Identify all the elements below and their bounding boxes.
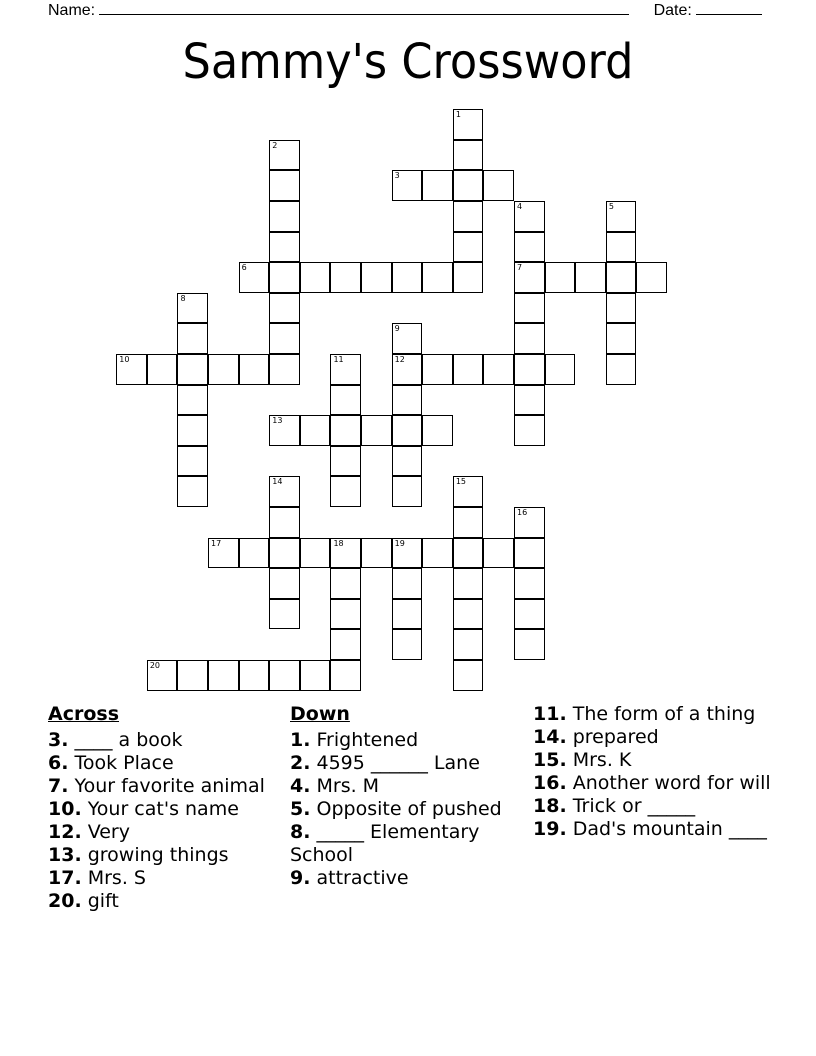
cell-number: 5	[608, 202, 614, 212]
grid-cell[interactable]	[453, 507, 484, 538]
clue-number: 13.	[48, 844, 82, 866]
clue-text: ____ a book	[68, 729, 183, 751]
clue-text: _____ Elementary School	[290, 821, 480, 866]
grid-cell[interactable]	[269, 568, 300, 599]
name-field[interactable]	[99, 0, 629, 15]
clue-number: 7.	[48, 775, 69, 797]
clue-number: 16.	[533, 772, 567, 794]
grid-cell[interactable]	[269, 415, 300, 446]
grid-cell[interactable]	[392, 323, 423, 354]
clue-item	[290, 798, 525, 821]
clue-item	[48, 821, 283, 844]
grid-cell[interactable]	[545, 262, 576, 293]
clue-number: 17.	[48, 867, 82, 889]
grid-cell[interactable]	[269, 354, 300, 385]
grid-cell[interactable]	[269, 293, 300, 324]
grid-cell[interactable]	[330, 599, 361, 630]
grid-cell[interactable]	[330, 568, 361, 599]
grid-cell[interactable]	[483, 538, 514, 569]
clue-number: 18.	[533, 795, 567, 817]
date-field[interactable]	[696, 0, 762, 15]
grid-cell[interactable]	[269, 140, 300, 171]
grid-cell[interactable]	[330, 415, 361, 446]
grid-cell[interactable]	[269, 660, 300, 691]
grid-cell[interactable]	[177, 415, 208, 446]
clue-item	[48, 867, 283, 890]
grid-cell[interactable]	[330, 446, 361, 477]
cell-number: 14	[272, 477, 283, 487]
clue-text: Opposite of pushed	[310, 798, 502, 820]
grid-cell[interactable]	[177, 476, 208, 507]
grid-cell[interactable]	[392, 170, 423, 201]
grid-cell[interactable]	[514, 538, 545, 569]
grid-cell[interactable]	[392, 538, 423, 569]
across-heading: Across	[48, 703, 120, 725]
grid-cell[interactable]	[453, 629, 484, 660]
clue-text: prepared	[566, 726, 659, 748]
cell-number: 10	[119, 355, 130, 365]
grid-cell[interactable]	[330, 476, 361, 507]
grid-cell[interactable]	[514, 323, 545, 354]
crossword-grid	[117, 110, 677, 700]
cell-number: 2	[272, 140, 278, 150]
clue-text: The form of a thing	[566, 703, 756, 725]
grid-cell[interactable]	[269, 599, 300, 630]
cell-number: 4	[517, 202, 523, 212]
grid-cell[interactable]	[392, 262, 423, 293]
clue-item	[290, 821, 525, 867]
grid-cell[interactable]	[422, 354, 453, 385]
grid-cell[interactable]	[392, 446, 423, 477]
cell-number: 8	[180, 293, 186, 303]
cell-number: 15	[455, 477, 467, 487]
grid-cell[interactable]	[269, 323, 300, 354]
grid-cell[interactable]	[514, 507, 545, 538]
cell-number: 9	[394, 324, 400, 334]
cell-number: 13	[272, 416, 283, 426]
clue-item	[533, 703, 773, 726]
grid-cell[interactable]	[514, 568, 545, 599]
grid-cell[interactable]	[269, 262, 300, 293]
cell-number: 7	[517, 263, 523, 273]
grid-cell[interactable]	[453, 599, 484, 630]
cell-number: 16	[517, 508, 528, 518]
grid-cell[interactable]	[392, 385, 423, 416]
grid-cell[interactable]	[514, 354, 545, 385]
grid-cell[interactable]	[300, 415, 331, 446]
grid-cell[interactable]	[269, 507, 300, 538]
clue-number: 5.	[290, 798, 311, 820]
clue-text: gift	[81, 890, 119, 912]
grid-cell[interactable]	[361, 415, 392, 446]
clue-item	[48, 844, 283, 867]
grid-cell[interactable]	[269, 232, 300, 263]
clue-number: 19.	[533, 818, 567, 840]
grid-cell[interactable]	[453, 170, 484, 201]
grid-cell[interactable]	[453, 201, 484, 232]
clue-item	[48, 729, 283, 752]
clue-text: Another word for will	[566, 772, 771, 794]
grid-cell[interactable]	[392, 415, 423, 446]
page-title: Sammy's Crossword	[182, 34, 634, 90]
grid-cell[interactable]	[422, 415, 453, 446]
clues-down-column-1	[290, 703, 525, 890]
grid-cell[interactable]	[208, 354, 239, 385]
grid-cell[interactable]	[545, 354, 576, 385]
grid-cell[interactable]	[453, 354, 484, 385]
across-clue-list	[48, 729, 283, 913]
clue-text: Your cat's name	[81, 798, 239, 820]
cell-number: 20	[149, 661, 161, 671]
grid-cell[interactable]	[147, 354, 178, 385]
cell-number: 3	[394, 171, 400, 181]
grid-cell[interactable]	[239, 262, 270, 293]
clue-number: 10.	[48, 798, 82, 820]
grid-cell[interactable]	[330, 354, 361, 385]
clue-number: 14.	[533, 726, 567, 748]
clue-number: 2.	[290, 752, 311, 774]
grid-cell[interactable]	[361, 538, 392, 569]
clue-text: Frightened	[310, 729, 419, 751]
grid-cell[interactable]	[422, 170, 453, 201]
grid-cell[interactable]	[606, 201, 637, 232]
grid-cell[interactable]	[330, 538, 361, 569]
clue-number: 15.	[533, 749, 567, 771]
clue-text: Trick or _____	[566, 795, 696, 817]
grid-cell[interactable]	[208, 538, 239, 569]
grid-cell[interactable]	[606, 232, 637, 263]
grid-cell[interactable]	[300, 660, 331, 691]
clue-number: 4.	[290, 775, 311, 797]
cell-number: 19	[394, 538, 405, 548]
cell-number: 12	[394, 355, 405, 365]
name-label: Name:	[48, 2, 96, 19]
grid-cell[interactable]	[514, 629, 545, 660]
grid-cell[interactable]	[330, 629, 361, 660]
clue-text: 4595 ______ Lane	[310, 752, 480, 774]
cell-number: 11	[333, 355, 344, 365]
grid-cell[interactable]	[575, 262, 606, 293]
grid-cell[interactable]	[514, 262, 545, 293]
grid-cell[interactable]	[239, 660, 270, 691]
clue-item	[48, 775, 283, 798]
grid-cell[interactable]	[177, 446, 208, 477]
down-clue-list-2	[533, 703, 773, 841]
clue-number: 12.	[48, 821, 82, 843]
clue-item	[48, 890, 283, 913]
grid-cell[interactable]	[177, 660, 208, 691]
grid-cell[interactable]	[269, 476, 300, 507]
grid-cell[interactable]	[453, 476, 484, 507]
grid-cell[interactable]	[606, 323, 637, 354]
grid-cell[interactable]	[453, 232, 484, 263]
clue-text: Dad's mountain ____	[566, 818, 767, 840]
grid-cell[interactable]	[606, 354, 637, 385]
grid-cell[interactable]	[269, 538, 300, 569]
grid-cell[interactable]	[269, 170, 300, 201]
grid-cell[interactable]	[392, 354, 423, 385]
clue-item	[533, 726, 773, 749]
grid-cell[interactable]	[453, 538, 484, 569]
clue-number: 20.	[48, 890, 82, 912]
clue-text: attractive	[310, 867, 409, 889]
grid-cell[interactable]	[330, 262, 361, 293]
grid-cell[interactable]	[116, 354, 147, 385]
grid-cell[interactable]	[453, 660, 484, 691]
down-clue-list-1	[290, 729, 525, 890]
down-heading: Down	[290, 703, 350, 725]
grid-cell[interactable]	[606, 262, 637, 293]
cell-number: 1	[455, 110, 461, 120]
clue-item	[290, 867, 525, 890]
clue-item	[290, 729, 525, 752]
clue-item	[533, 818, 773, 841]
clue-number: 9.	[290, 867, 311, 889]
worksheet-header	[48, 0, 762, 20]
grid-cell[interactable]	[177, 323, 208, 354]
clue-text: Very	[81, 821, 130, 843]
clue-item	[290, 775, 525, 798]
clue-item	[533, 772, 773, 795]
grid-cell[interactable]	[392, 599, 423, 630]
grid-cell[interactable]	[422, 538, 453, 569]
grid-cell[interactable]	[453, 262, 484, 293]
cell-number: 6	[241, 263, 247, 273]
grid-cell[interactable]	[514, 415, 545, 446]
clues-down-column-2	[533, 703, 773, 841]
grid-cell[interactable]	[330, 385, 361, 416]
grid-cell[interactable]	[514, 599, 545, 630]
clue-text: growing things	[81, 844, 229, 866]
clue-number: 8.	[290, 821, 311, 843]
grid-cell[interactable]	[392, 568, 423, 599]
clue-text: Mrs. S	[81, 867, 146, 889]
grid-cell[interactable]	[483, 354, 514, 385]
grid-cell[interactable]	[361, 262, 392, 293]
cell-number: 18	[333, 538, 344, 548]
grid-cell[interactable]	[300, 538, 331, 569]
clue-item	[48, 752, 283, 775]
grid-cell[interactable]	[177, 293, 208, 324]
grid-cell[interactable]	[422, 262, 453, 293]
clue-number: 1.	[290, 729, 311, 751]
grid-cell[interactable]	[636, 262, 667, 293]
clue-item	[290, 752, 525, 775]
clues-across-column	[48, 703, 283, 913]
grid-cell[interactable]	[453, 568, 484, 599]
clue-number: 6.	[48, 752, 69, 774]
clue-item	[48, 798, 283, 821]
grid-cell[interactable]	[453, 140, 484, 171]
grid-cell[interactable]	[208, 660, 239, 691]
grid-cell[interactable]	[177, 354, 208, 385]
grid-cell[interactable]	[239, 538, 270, 569]
clue-number: 3.	[48, 729, 69, 751]
clue-number: 11.	[533, 703, 567, 725]
clue-text: Your favorite animal	[68, 775, 265, 797]
grid-cell[interactable]	[453, 109, 484, 140]
grid-cell[interactable]	[483, 170, 514, 201]
clue-text: Took Place	[68, 752, 174, 774]
clue-item	[533, 749, 773, 772]
grid-cell[interactable]	[269, 201, 300, 232]
grid-cell[interactable]	[392, 476, 423, 507]
grid-cell[interactable]	[330, 660, 361, 691]
clue-text: Mrs. K	[566, 749, 632, 771]
grid-cell[interactable]	[300, 262, 331, 293]
grid-cell[interactable]	[514, 201, 545, 232]
grid-cell[interactable]	[392, 629, 423, 660]
grid-cell[interactable]	[177, 385, 208, 416]
grid-cell[interactable]	[514, 293, 545, 324]
grid-cell[interactable]	[147, 660, 178, 691]
grid-cell[interactable]	[514, 385, 545, 416]
grid-cell[interactable]	[239, 354, 270, 385]
cell-number: 17	[211, 538, 222, 548]
clue-item	[533, 795, 773, 818]
grid-cell[interactable]	[606, 293, 637, 324]
grid-cell[interactable]	[514, 232, 545, 263]
clue-text: Mrs. M	[310, 775, 380, 797]
date-label: Date:	[653, 2, 692, 19]
